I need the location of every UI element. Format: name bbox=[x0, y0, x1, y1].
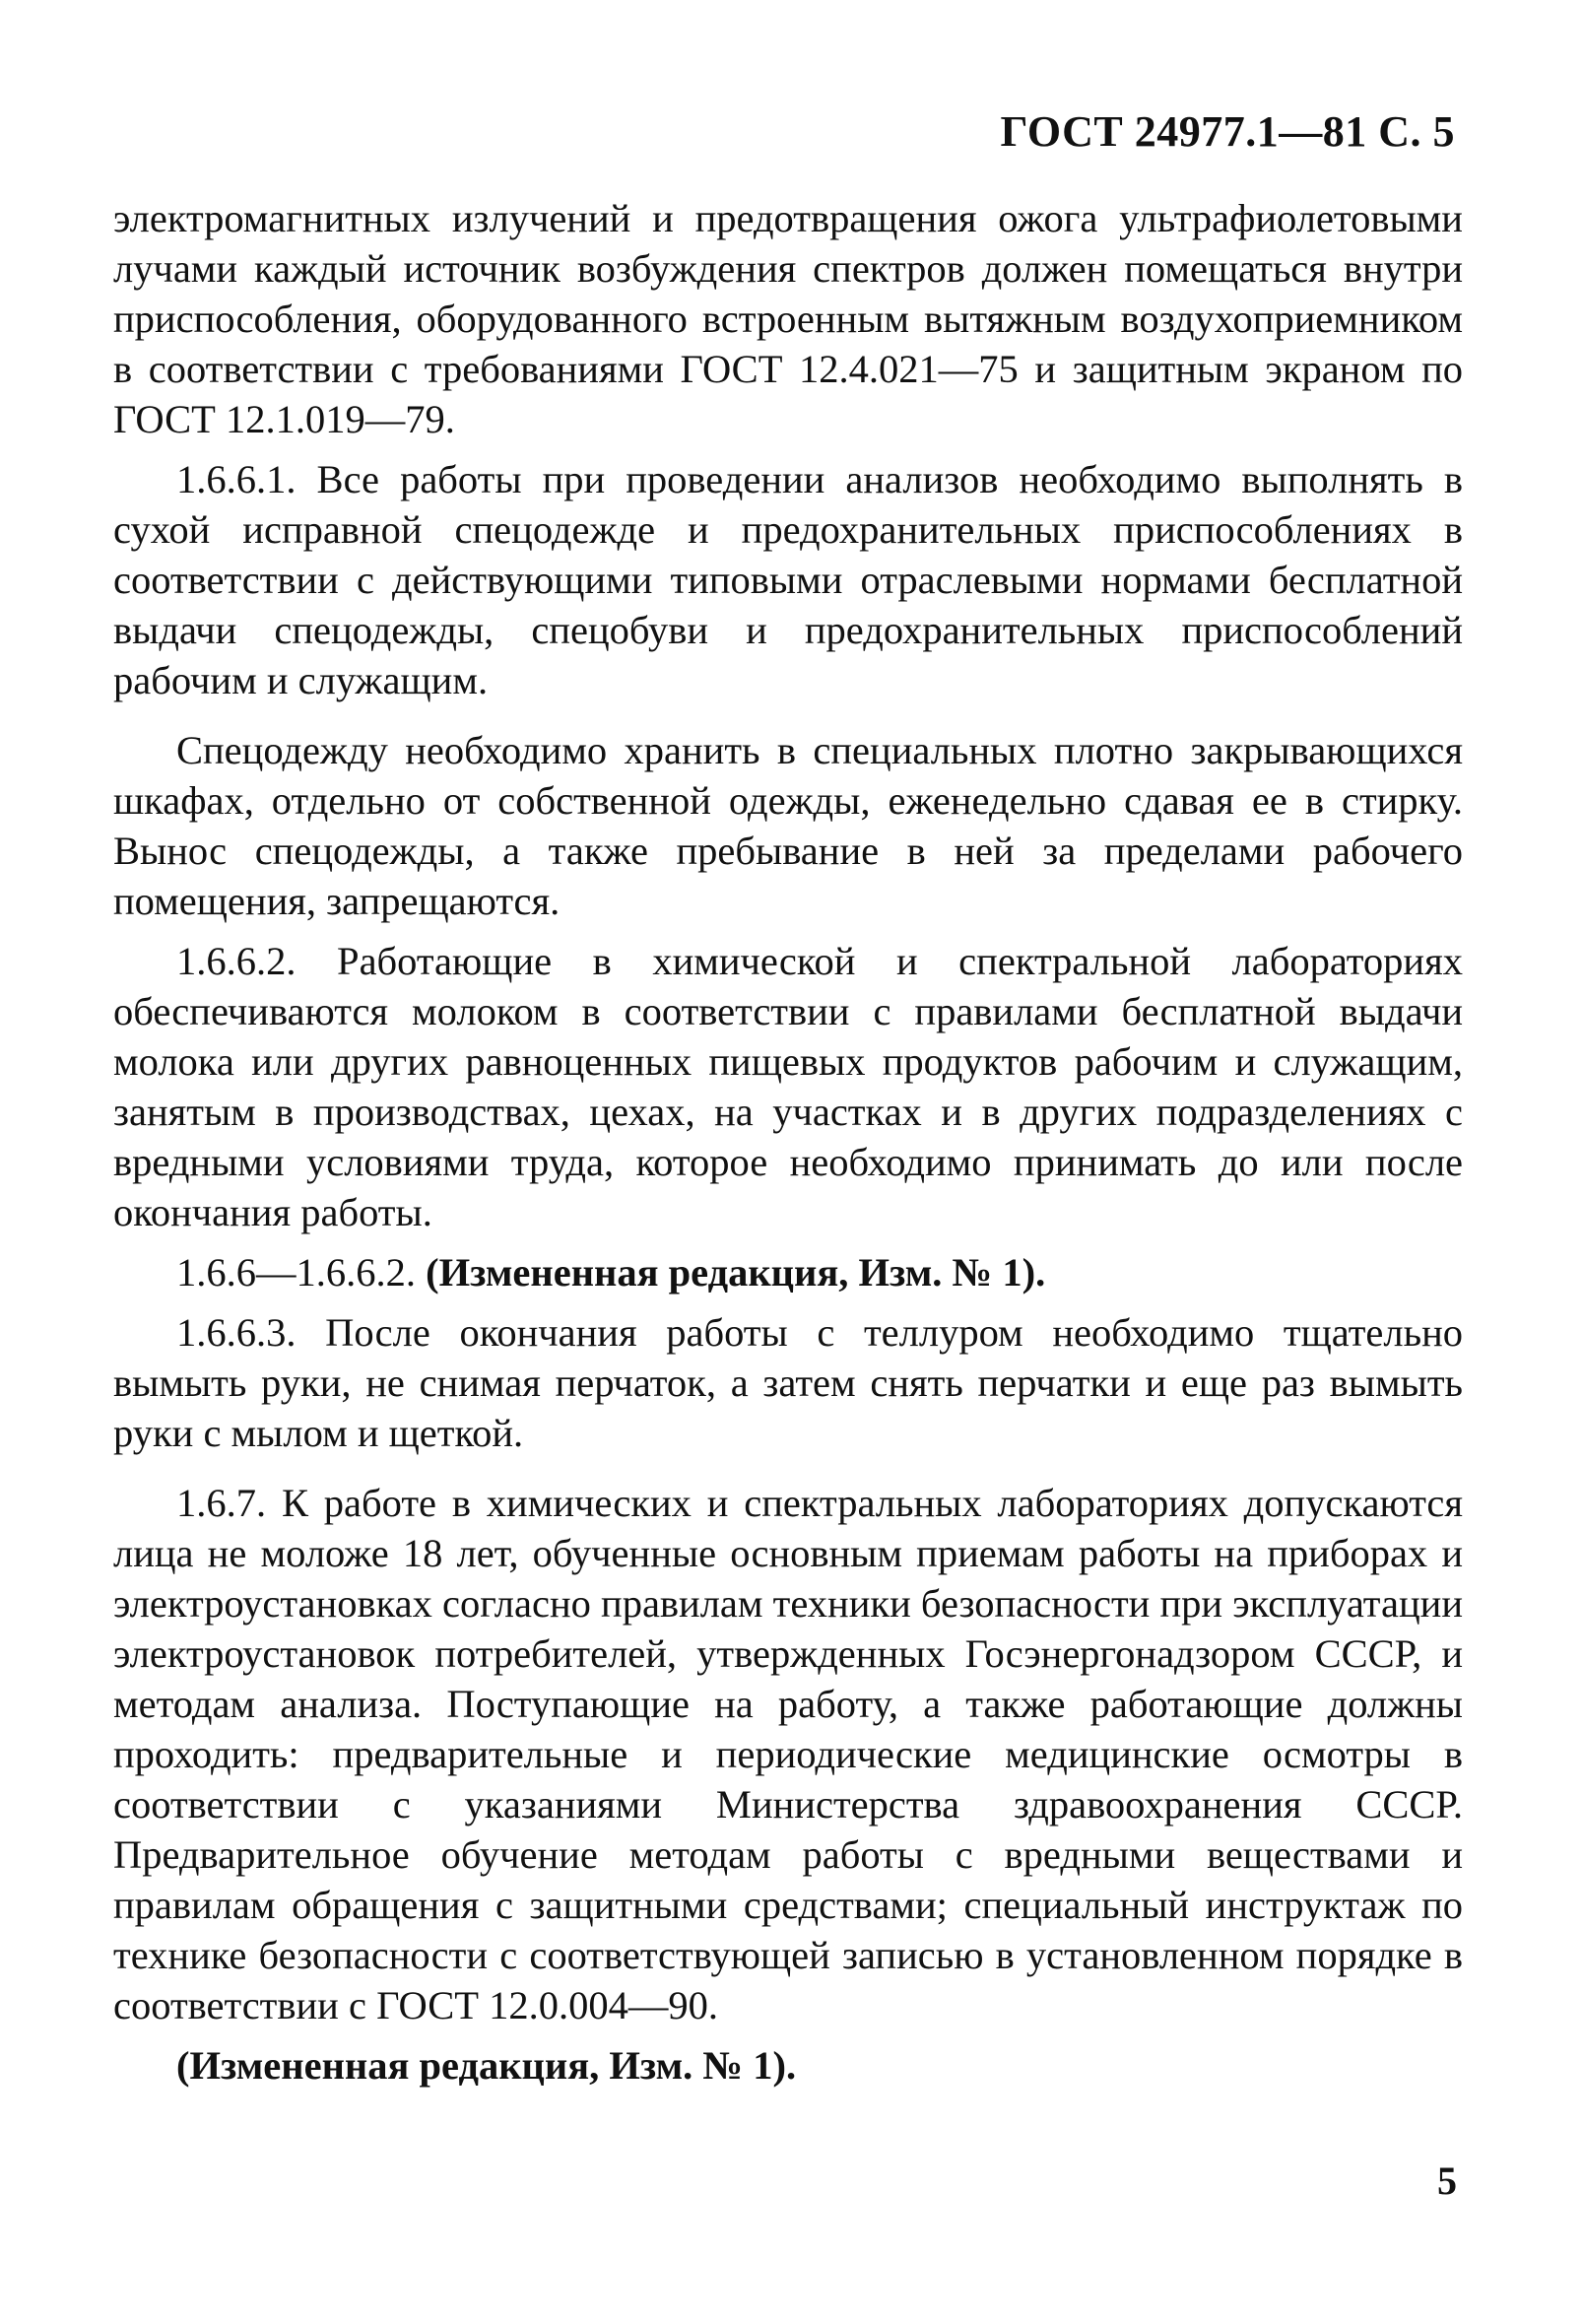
paragraph-continuation: электромагнитных излучений и предотвращения ожога ультрафиолетовыми лучами каждый источник возбуждения спектров должен помещаться внутри приспособления, оборудованного встроенным вытяжным воздухоприемником в соответствии с требованиями ГОСТ 12.4.021—75 и защитным экраном по ГОСТ 12.1.019—79. bbox=[113, 196, 1463, 441]
running-header: ГОСТ 24977.1—81 С. 5 bbox=[1000, 107, 1455, 156]
amendment-ref: 1.6.6—1.6.6.2. bbox=[176, 1250, 416, 1295]
document-body bbox=[113, 193, 1463, 2091]
paragraph-1-6-7: 1.6.7. К работе в химических и спектральных лабораториях допускаются лица не моложе 18 лет, обученные основным приемам работы на приборах и электроустановках согласно правилам техники безопасности при эксплуатации электроустановок потребителей, утвержденных Госэнергонадзором СССР, и методам анализа. Поступающие на работу, а также работающие должны проходить: предварительные и периодические медицинские осмотры в соответствии с указаниями Министерства здравоохранения СССР. Предварительное обучение методам работы с вредными веществами и правилам обращения с защитными средствами; специальный инструктаж по технике безопасности с соответствующей записью в установленном порядке в соответствии с ГОСТ 12.0.004—90. bbox=[113, 1481, 1463, 2027]
paragraph-1-6-6-1: 1.6.6.1. Все работы при проведении анализов необходимо выполнять в сухой исправной спецодежде и предохранительных приспособлениях в соответствии с действующими типовыми отраслевыми нормами бесплатной выдачи спецодежды, спецобуви и предохранительных приспособлений рабочим и служащим. bbox=[113, 457, 1463, 702]
amendment-note-1 bbox=[113, 1247, 1463, 1297]
paragraph-1-6-6-2: 1.6.6.2. Работающие в химической и спектральной лабораториях обеспечиваются молоком в соответствии с правилами бесплатной выдачи молока или других равноценных пищевых продуктов рабочим и служащим, занятым в производствах, цехах, на участках и в других подразделениях с вредными условиями труда, которое необходимо принимать до или после окончания работы. bbox=[113, 939, 1463, 1234]
page-number: 5 bbox=[1437, 2158, 1457, 2203]
paragraph-workwear-storage: Спецодежду необходимо хранить в специальных плотно закрывающихся шкафах, отдельно от собственной одежды, еженедельно сдавая ее в стирку. Вынос спецодежды, а также пребывание в ней за пределами рабочего помещения, запрещаются. bbox=[113, 728, 1463, 923]
paragraph-1-6-6-3: 1.6.6.3. После окончания работы с теллуром необходимо тщательно вымыть руки, не снимая перчаток, а затем снять перчатки и еще раз вымыть руки с мылом и щеткой. bbox=[113, 1310, 1463, 1455]
amendment-text: (Измененная редакция, Изм. № 1). bbox=[426, 1250, 1046, 1295]
amendment-note-2: (Измененная редакция, Изм. № 1). bbox=[176, 2043, 797, 2088]
